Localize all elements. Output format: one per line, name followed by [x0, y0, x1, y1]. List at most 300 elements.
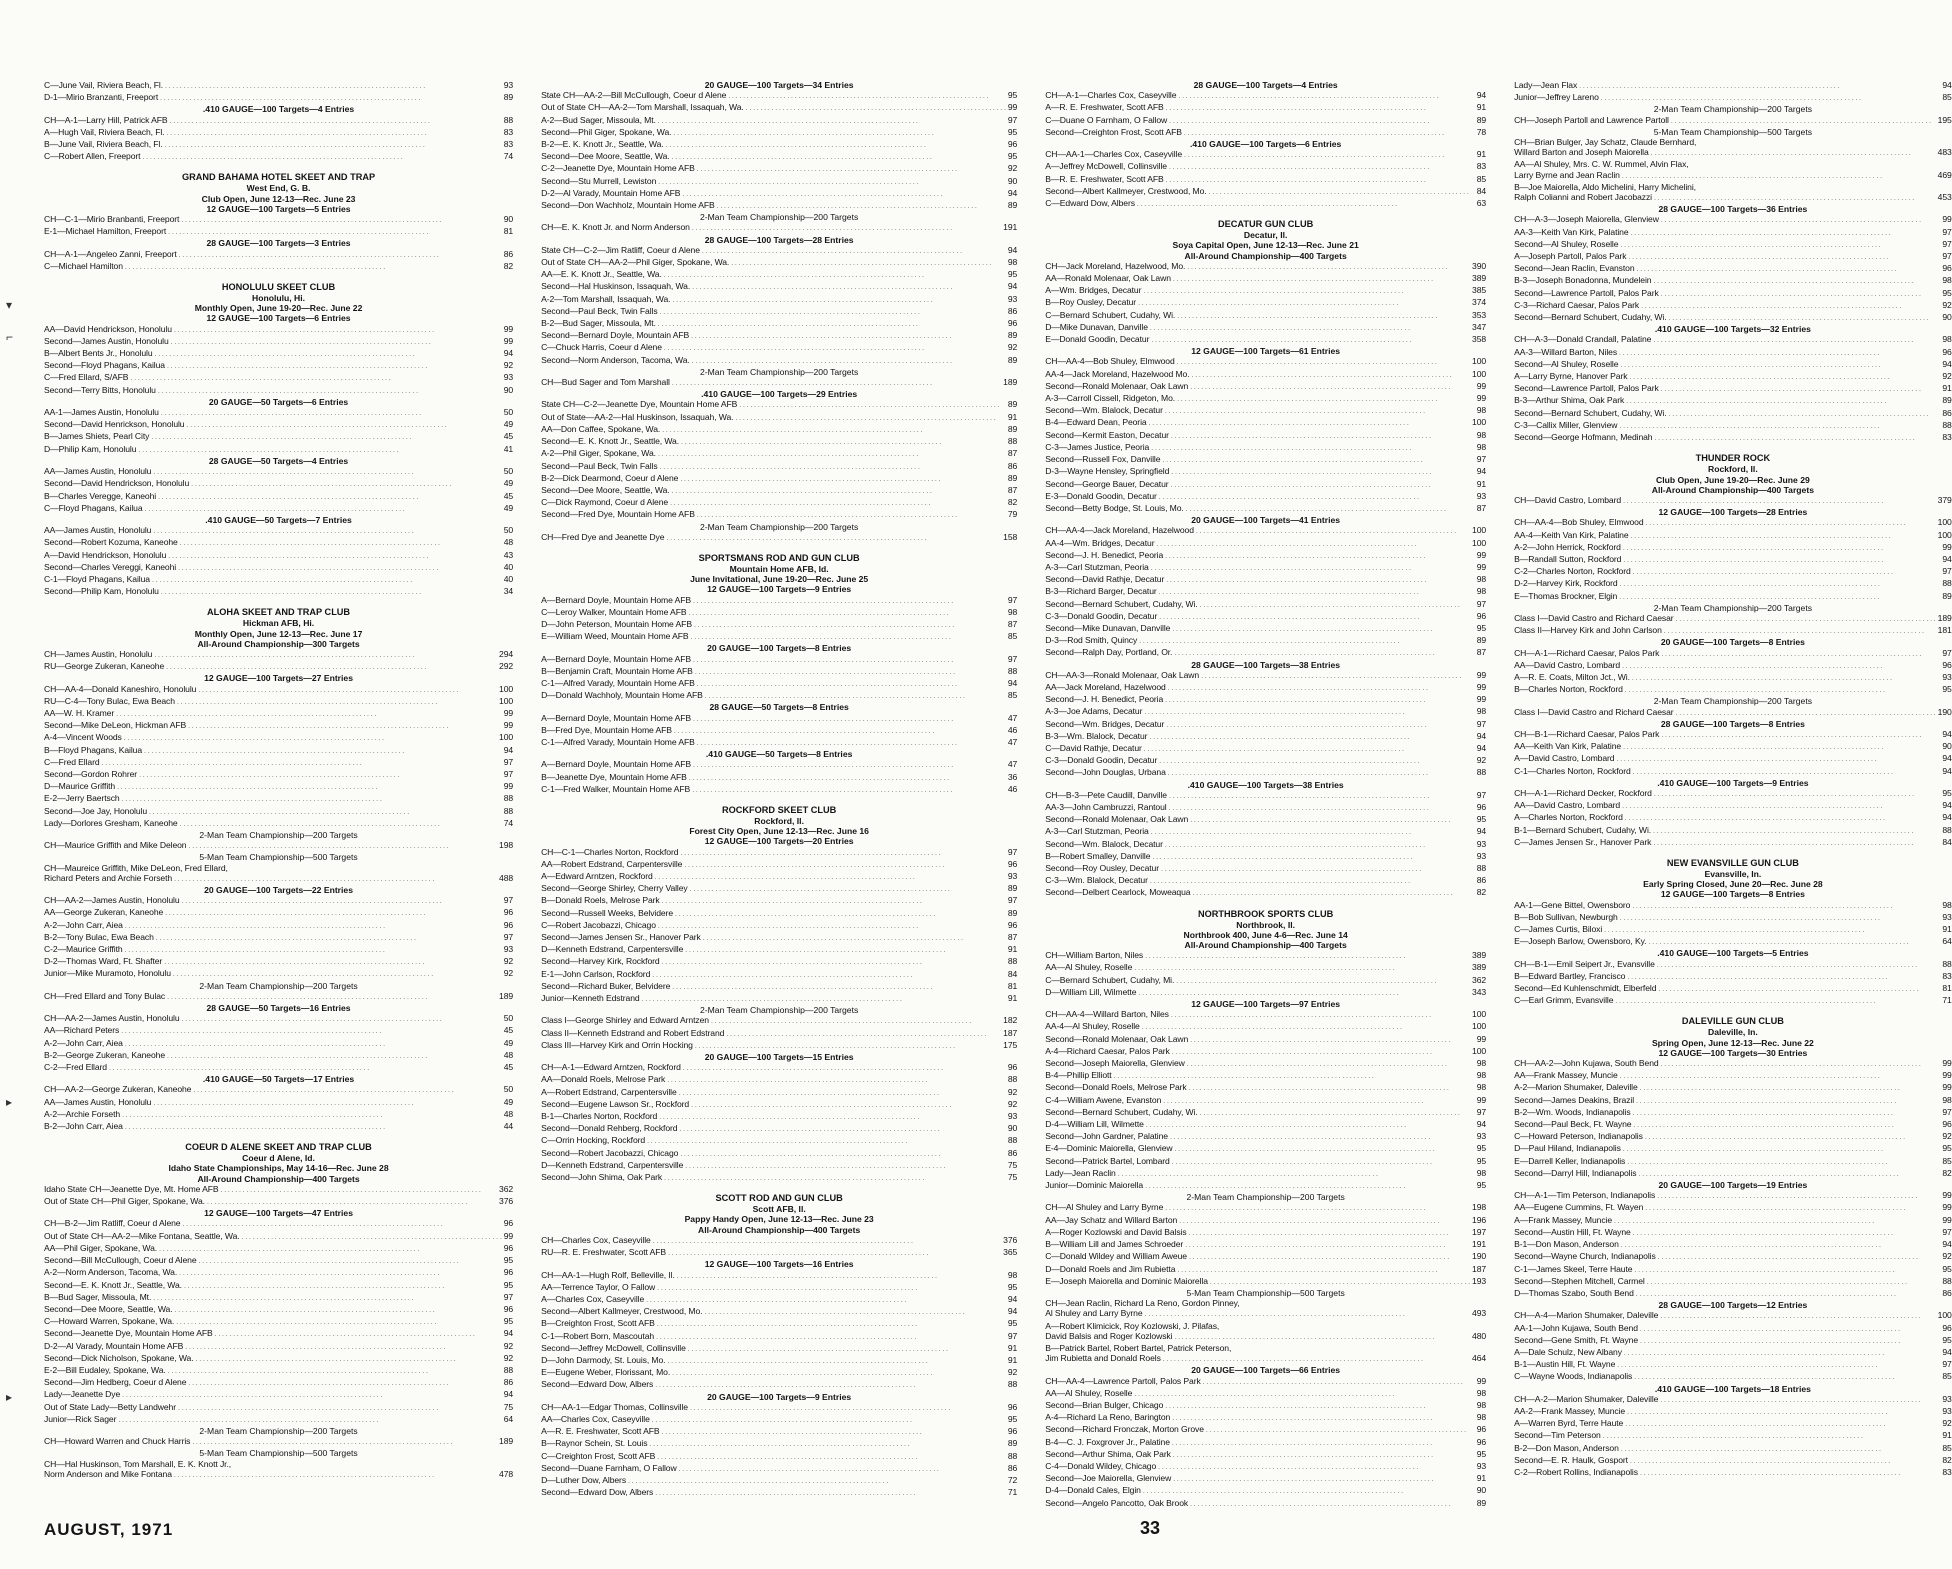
score: 86 [1476, 875, 1487, 886]
score: 91 [1942, 383, 1952, 394]
event-heading: 28 GAUGE—100 Targets—3 Entries [206, 238, 351, 249]
score: 385 [1472, 285, 1487, 296]
result-line [541, 1111, 1017, 1123]
result-line [1045, 1215, 1486, 1227]
result-line [541, 883, 1017, 895]
dot-leader [169, 336, 504, 348]
score: 182 [1003, 1015, 1018, 1026]
result-line [1514, 530, 1952, 542]
score: 189 [499, 1436, 514, 1447]
result-line [1045, 1388, 1486, 1400]
result-line [1045, 1156, 1486, 1168]
shooter-entry: AA-1—Gene Bittel, Owensboro [1514, 899, 1631, 910]
result-line [44, 1196, 513, 1208]
score: 97 [1476, 789, 1487, 800]
result-line [1514, 192, 1952, 204]
dot-leader [1136, 297, 1472, 309]
score: 88 [1476, 863, 1487, 873]
result-line [44, 360, 513, 372]
shooter-entry: CH—B-2—Jim Ratliff, Coeur d Alene [44, 1218, 181, 1229]
score: 94 [1942, 553, 1952, 564]
score: 96 [1007, 919, 1018, 930]
score: 374 [1472, 297, 1487, 308]
event-info: Monthly Open, June 12-13—Rec. June 17 [194, 628, 363, 639]
dot-leader [1659, 648, 1942, 660]
dot-leader [177, 249, 504, 261]
dot-leader [1646, 936, 1942, 948]
shooter-entry: C—Floyd Phagans, Kailua [44, 502, 143, 513]
dot-leader [1635, 263, 1943, 275]
dot-leader [1631, 766, 1943, 778]
score: 94 [1942, 800, 1952, 811]
score: 83 [1942, 432, 1952, 443]
dot-leader [166, 550, 503, 562]
dot-leader [1163, 1202, 1472, 1214]
score: 95 [1476, 1180, 1487, 1191]
shooter-entry: C—June Vail, Riviera Beach, Fl. [44, 80, 164, 90]
shooter-entry: Junior—Dominic Maiorella [1045, 1180, 1144, 1191]
event-heading: 28 GAUGE—50 Targets—16 Entries [206, 1003, 351, 1014]
score: 41 [503, 443, 514, 454]
event-heading: .410 GAUGE—100 Targets—4 Entries [202, 104, 355, 115]
score: 89 [1007, 907, 1018, 918]
shooter-entry: A—R. E. Freshwater, Scott AFB [541, 1426, 660, 1437]
shooter-entry: Second—Bernard Schubert, Cudahy, Wi. [1045, 598, 1198, 609]
score: 50 [503, 1013, 514, 1024]
dot-leader [1637, 1168, 1943, 1180]
score: 91 [1942, 924, 1952, 935]
result-line [1514, 837, 1952, 849]
shooter-entry: B—Randall Sutton, Rockford [1514, 553, 1622, 564]
score: 95 [503, 1279, 514, 1290]
dot-leader [1169, 430, 1477, 442]
score: 89 [1476, 1497, 1487, 1508]
score: 43 [503, 549, 514, 560]
result-line [541, 1148, 1017, 1160]
shooter-entry: CH—AA-4—Willard Barton, Niles [1045, 1009, 1169, 1020]
dot-leader [647, 1438, 1007, 1450]
result-line [541, 139, 1017, 151]
shooter-entry: B—James Shiets, Pearl City [44, 431, 150, 442]
shooter-entry: CH—Al Shuley and Larry Byrne [1045, 1202, 1164, 1213]
score: 100 [1472, 368, 1487, 379]
shooter-entry: C—Robert Allen, Freeport [44, 151, 141, 162]
dot-leader [655, 1451, 1008, 1463]
result-line [1045, 115, 1486, 127]
dot-leader [1156, 1461, 1477, 1473]
result-line [1045, 1070, 1486, 1082]
score: 49 [503, 502, 514, 513]
dot-leader [1112, 1070, 1477, 1082]
dot-leader [213, 1328, 504, 1340]
dot-leader [689, 330, 1008, 342]
result-line [1045, 975, 1486, 987]
dot-leader [1142, 743, 1477, 755]
result-line [1045, 393, 1486, 405]
shooter-entry: Out of State CH—AA-2—Mike Fontana, Seattle, Wa. [44, 1230, 240, 1241]
score: 98 [1476, 706, 1487, 717]
result-line [1045, 611, 1486, 623]
result-line [1514, 648, 1952, 660]
shooter-entry: CH—Bud Sager and Tom Marshall [541, 377, 670, 388]
event-heading: All-Around Championship—400 Targets [1184, 250, 1347, 261]
score: 99 [1476, 1094, 1487, 1105]
result-line [1514, 80, 1952, 92]
shooter-entry: Second—Hal Huskinson, Issaquah, Wa. [541, 281, 691, 292]
score: 100 [1472, 417, 1487, 428]
result-line [1045, 682, 1486, 694]
score: 97 [1942, 566, 1952, 577]
dot-leader [1199, 670, 1477, 682]
result-line [1514, 1215, 1952, 1227]
dot-leader [662, 342, 1008, 354]
score: 45 [503, 1025, 514, 1036]
dot-leader [1201, 1376, 1477, 1388]
shooter-entry: D—Mike Dunavan, Danville [1045, 321, 1148, 332]
shooter-entry: CH—AA-1—Hugh Rolf, Belleville, Il. [541, 1269, 675, 1280]
result-line [44, 1377, 513, 1389]
result-line [1045, 719, 1486, 731]
shooter-entry: Second—Robert Jacobazzi, Chicago [541, 1147, 679, 1158]
dot-leader [1659, 288, 1943, 300]
dot-leader [665, 1074, 1008, 1086]
result-line [1514, 672, 1952, 684]
shooter-entry: CH—B-1—Emil Seipert Jr., Evansville [1514, 958, 1655, 969]
shooter-entry: Second—Gordon Rohrer [44, 768, 138, 779]
shooter-entry: State CH—C-2—Jim Ratliff, Coeur d Alene [541, 244, 700, 255]
dot-leader [700, 245, 1008, 257]
event-heading: 12 GAUGE—100 Targets—47 Entries [204, 1208, 353, 1219]
result-line [541, 784, 1017, 796]
score: 96 [1007, 1401, 1018, 1412]
result-line [1045, 1473, 1486, 1485]
result-line [1045, 1449, 1486, 1461]
result-line [541, 115, 1017, 127]
dot-leader [1149, 562, 1477, 574]
result-line [1045, 310, 1486, 322]
score: 98 [1476, 1058, 1487, 1069]
shooter-entry: C-4—William Awene, Evanston [1045, 1094, 1162, 1105]
shooter-entry: State CH—AA-2—Bill McCullough, Coeur d Alene [541, 90, 727, 101]
score: 49 [503, 1096, 514, 1107]
score: 98 [1942, 334, 1952, 345]
dot-leader [128, 372, 503, 384]
score: 89 [1007, 472, 1018, 483]
dot-leader [665, 1355, 1007, 1367]
dot-leader [1175, 356, 1472, 368]
score: 95 [1476, 1448, 1487, 1459]
result-line [541, 127, 1017, 139]
result-line [1045, 102, 1486, 114]
dot-leader [695, 163, 1008, 175]
result-line [1514, 578, 1952, 590]
shooter-entry: B—Albert Bents Jr., Honolulu [44, 348, 153, 359]
score: 189 [499, 990, 514, 1001]
dot-leader [178, 537, 504, 549]
shooter-entry: Second—J. H. Benedict, Peoria [1045, 694, 1164, 705]
team-members-line: B—Joe Maiorella, Aldo Michelini, Harry Michelini, [1514, 181, 1696, 192]
shooter-entry: Class I—David Castro and Richard Caesar [1514, 612, 1674, 623]
dot-leader [1662, 625, 1938, 637]
dot-leader [1169, 1009, 1472, 1021]
score: 97 [1942, 1359, 1952, 1370]
score: 82 [503, 260, 514, 271]
score: 99 [1476, 549, 1487, 560]
result-line [541, 1099, 1017, 1111]
result-line [1514, 971, 1952, 983]
dot-leader [163, 80, 504, 92]
result-line [44, 1353, 513, 1365]
score: 93 [503, 944, 514, 955]
score: 89 [1007, 200, 1018, 211]
score: 90 [1476, 1485, 1487, 1496]
result-line [541, 1087, 1017, 1099]
shooter-entry: B—Benjamin Craft, Mountain Home AFB [541, 665, 693, 676]
dot-leader [1638, 1082, 1943, 1094]
event-info: Soya Capital Open, June 12-13—Rec. June 21 [1172, 240, 1359, 251]
score: 82 [1476, 887, 1487, 898]
score: 91 [1007, 944, 1018, 955]
result-line [541, 1015, 1017, 1027]
shooter-entry: Lady—Dorlores Gresham, Kaneohe [44, 817, 178, 828]
result-line [541, 342, 1017, 354]
result-line [1514, 1467, 1952, 1479]
score: 47 [1007, 712, 1018, 723]
shooter-entry: Second—James Deakins, Brazil [1514, 1094, 1635, 1105]
score: 72 [1007, 1474, 1018, 1485]
result-line [541, 269, 1017, 281]
score: 99 [1476, 1033, 1487, 1044]
dot-leader [1182, 127, 1477, 139]
dot-leader [1631, 566, 1943, 578]
score: 100 [1937, 517, 1952, 528]
score: 47 [1007, 759, 1018, 770]
result-line [44, 491, 513, 503]
event-heading: 12 GAUGE—100 Targets—8 Entries [1660, 889, 1805, 900]
dot-leader [1617, 347, 1942, 359]
event-heading: 20 GAUGE—100 Targets—8 Entries [707, 643, 852, 654]
dot-leader [1198, 1107, 1477, 1119]
score: 97 [503, 1291, 514, 1302]
result-line [541, 1270, 1017, 1282]
dot-leader [123, 944, 504, 956]
event-heading: .410 GAUGE—100 Targets—6 Entries [1190, 139, 1342, 150]
shooter-entry: A—Dale Schulz, New Albany [1514, 1346, 1622, 1357]
shooter-entry: C—Creighton Frost, Scott AFB [541, 1450, 656, 1461]
club-name: SPORTSMANS ROD AND GUN CLUB [698, 552, 860, 563]
score: 82 [1007, 497, 1018, 508]
score: 92 [1942, 1131, 1952, 1142]
result-line [1045, 987, 1486, 999]
score: 464 [1472, 1353, 1487, 1364]
shooter-entry: B-2—Don Mason, Anderson [1514, 1442, 1619, 1453]
result-line [1514, 1371, 1952, 1383]
dot-leader [1166, 682, 1477, 694]
score: 96 [503, 907, 514, 918]
team-heading: 2-Man Team Championship—200 Targets [1653, 696, 1813, 707]
dot-leader [151, 1097, 503, 1109]
score: 97 [503, 768, 514, 779]
shooter-entry: C-3—James Justice, Peoria [1045, 441, 1150, 452]
result-line [44, 873, 513, 885]
shooter-entry: A—Charles Cox, Caseyville [541, 1293, 645, 1304]
shooter-entry: B—Charles Veregge, Kaneohi [44, 490, 157, 501]
score: 90 [1942, 741, 1952, 752]
team-heading: 5-Man Team Championship—500 Targets [1653, 126, 1813, 137]
dot-leader [689, 1099, 1008, 1111]
shooter-entry: AA—David Hendrickson, Honolulu [44, 323, 172, 334]
shooter-entry: A—Jeffrey McDowell, Collinsville [1045, 161, 1167, 172]
score: 88 [1942, 419, 1952, 430]
dot-leader [205, 1196, 499, 1208]
shooter-entry: CH—B-1—Richard Caesar, Palos Park [1514, 728, 1660, 739]
dot-leader [1630, 900, 1942, 912]
shooter-entry: C-1—James Skeel, Terre Haute [1514, 1263, 1633, 1274]
result-line [1045, 1239, 1486, 1251]
event-heading: 20 GAUGE—50 Targets—6 Entries [208, 396, 349, 407]
dot-leader [1612, 1215, 1942, 1227]
shooter-entry: A—Frank Massey, Muncie [1514, 1214, 1613, 1225]
shooter-entry: AA-3—John Cambruzzi, Rantoul [1045, 801, 1167, 812]
score: 94 [1476, 730, 1487, 741]
result-line [1045, 1021, 1486, 1033]
score: 87 [1007, 484, 1018, 495]
shooter-entry: AA—Don Caffee, Spokane, Wa. [541, 423, 661, 434]
event-heading: 12 GAUGE—100 Targets—27 Entries [204, 673, 353, 684]
dot-leader [1171, 1449, 1477, 1461]
dot-leader [689, 631, 1008, 643]
dot-leader [693, 666, 1008, 678]
score: 98 [1476, 1167, 1487, 1178]
result-line [1045, 1046, 1486, 1058]
score: 74 [503, 817, 514, 828]
result-line [1514, 1455, 1952, 1467]
shooter-entry: Second—Russell Weeks, Belvidere [541, 907, 673, 918]
shooter-entry: Out of State CH—Phil Giger, Spokane, Wa. [44, 1196, 205, 1207]
result-line [1514, 959, 1952, 971]
result-line [44, 757, 513, 769]
shooter-entry: A-3—Joe Adams, Decatur [1045, 706, 1143, 717]
dot-leader [186, 1377, 503, 1389]
shooter-entry: D—Philip Kam, Honolulu [44, 443, 137, 454]
result-line [1045, 550, 1486, 562]
result-line [541, 318, 1017, 330]
score: 98 [1476, 1399, 1487, 1410]
score: 99 [1476, 669, 1487, 680]
shooter-entry: State CH—C-2—Jeanette Dye, Mountain Home AFB [541, 399, 738, 410]
dot-leader [1651, 837, 1942, 849]
shooter-entry: CH—AA-4—Donald Kaneshiro, Honolulu [44, 683, 197, 694]
dot-leader [154, 932, 504, 944]
shooter-entry: B-2—E. K. Knott Jr., Seattle, Wa. [541, 139, 664, 150]
shooter-entry: B-2—Tony Bulac, Ewa Beach [44, 931, 154, 942]
score: 99 [503, 335, 514, 346]
score: 95 [1007, 1281, 1018, 1292]
score: 488 [499, 872, 514, 883]
score: 97 [1476, 1106, 1487, 1117]
event-heading: 28 GAUGE—100 Targets—12 Entries [1658, 1300, 1808, 1311]
result-line [541, 1463, 1017, 1475]
result-line [541, 619, 1017, 631]
result-line [1514, 1359, 1952, 1371]
score: 97 [1476, 454, 1487, 465]
shooter-entry: D—William Lill, Wilmette [1045, 986, 1137, 997]
score: 95 [503, 1316, 514, 1327]
score: 88 [503, 793, 514, 804]
dot-leader [1655, 1190, 1942, 1202]
event-heading: 20 GAUGE—100 Targets—9 Entries [707, 1391, 852, 1402]
dot-leader [1185, 1058, 1477, 1070]
team-heading: 2-Man Team Championship—200 Targets [1653, 602, 1813, 613]
shooter-entry: E—Joseph Maiorella and Dominic Maiorella [1045, 1275, 1208, 1286]
dot-leader [197, 1255, 504, 1267]
dot-leader [724, 1028, 1003, 1040]
score: 92 [1476, 755, 1487, 766]
dot-leader [678, 473, 1008, 485]
result-line [1514, 359, 1952, 371]
score: 96 [1942, 1119, 1952, 1130]
shooter-entry: CH—AA-1—Edgar Thomas, Collinsville [541, 1401, 688, 1412]
score: 84 [1476, 185, 1487, 196]
shooter-entry: Out of State CH—AA-2—Tom Marshall, Issaquah, Wa. [541, 102, 744, 113]
team-members-line: B—Patrick Bartel, Robert Bartel, Patrick Peterson, [1045, 1342, 1232, 1353]
shooter-entry: Junior—Rick Sager [44, 1413, 117, 1424]
dot-leader [173, 1304, 504, 1316]
score: 97 [1007, 895, 1018, 906]
shooter-entry: Second—Paul Beck, Ft. Wayne [1514, 1119, 1632, 1130]
team-heading: 2-Man Team Championship—200 Targets [199, 829, 358, 840]
dot-leader [1176, 90, 1476, 102]
score: 362 [1472, 974, 1487, 985]
shooter-entry: B-2—George Zukeran, Kaneohe [44, 1049, 166, 1060]
dot-leader [1626, 251, 1942, 263]
dot-leader [137, 769, 504, 781]
shooter-entry: CH—AA-2—James Austin, Honolulu [44, 1013, 180, 1024]
result-line [541, 981, 1017, 993]
score: 92 [1942, 371, 1952, 382]
dot-leader [1188, 1034, 1477, 1046]
result-line [44, 431, 513, 443]
result-line [44, 793, 513, 805]
dot-leader [695, 678, 1008, 690]
dot-leader [179, 214, 503, 226]
result-line [1514, 92, 1952, 104]
shooter-entry: Second—Jean Raclin, Evanston [1514, 263, 1635, 274]
score: 376 [499, 1196, 514, 1207]
result-line [44, 1389, 513, 1401]
event-heading: 28 GAUGE—50 Targets—8 Entries [709, 702, 849, 713]
shooter-entry: Second—Ed Kuhlenschmidt, Elberfeld [1514, 983, 1657, 994]
shooter-entry: CH—C-1—Mirio Branbanti, Freeport [44, 214, 180, 225]
dot-leader [1161, 1095, 1476, 1107]
result-line [1045, 623, 1486, 635]
shooter-entry: Second—Bernard Schubert, Cudahy, Wi. [1514, 312, 1667, 323]
result-line [1514, 395, 1952, 407]
dot-leader [1198, 599, 1477, 611]
shooter-entry: B—Raynor Schein, St. Louis [541, 1438, 648, 1449]
dot-leader [1629, 227, 1943, 239]
score: 50 [503, 1084, 514, 1095]
result-line [44, 80, 513, 92]
dot-leader [166, 226, 504, 238]
score: 99 [1942, 1214, 1952, 1225]
event-heading: All-Around Championship—400 Targets [197, 1173, 360, 1184]
dot-leader [1143, 1308, 1472, 1320]
shooter-entry: Second—Edward Dow, Albers [541, 1379, 654, 1390]
result-line [541, 725, 1017, 737]
shooter-entry: Second—Kermit Easton, Decatur [1045, 429, 1169, 440]
shooter-entry: Lady—Jeanette Dye [44, 1389, 121, 1400]
